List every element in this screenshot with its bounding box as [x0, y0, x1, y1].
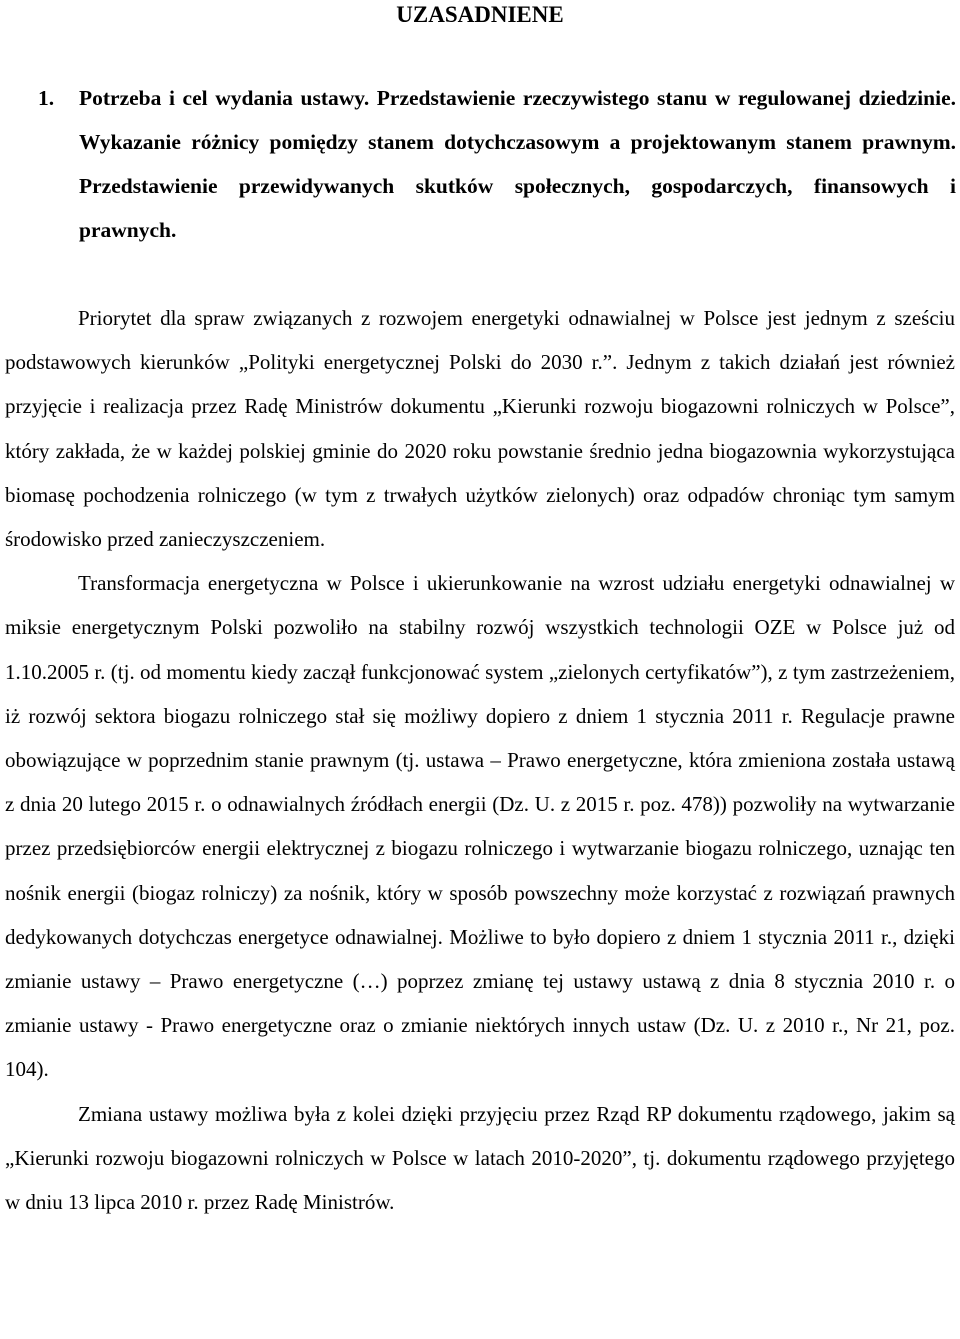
- document-body: [5, 296, 955, 1224]
- document-title: UZASADNIENE: [396, 2, 564, 27]
- paragraph-zmiana: Zmiana ustawy możliwa była z kolei dzięki przyjęciu przez Rząd RP dokumentu rządowego, jakim są „Kierunki rozwoju biogazowni rolniczych w Polsce w latach 2010-2020”, tj. dokumentu rządowego przyjętego w dniu 13 lipca 2010 r. przez Radę Ministrów.: [5, 1101, 955, 1215]
- section-number: 1.: [38, 86, 55, 110]
- section-heading-text: Potrzeba i cel wydania ustawy. Przedstawienie rzeczywistego stanu w regulowanej dziedzinie. Wykazanie różnicy pomiędzy stanem dotychczasowym a projektowanym stanem prawnym. Przedstawienie przewidywanych skutków społecznych, gospodarczych, finansowych i prawnych.: [79, 86, 956, 242]
- paragraph-transformacja: Transformacja energetyczna w Polsce i ukierunkowanie na wzrost udziału energetyki odnawialnej w miksie energetycznym Polski pozwoliło na stabilny rozwój wszystkich technologii OZE w Polsce już od 1.10.2005 r. (tj. od momentu kiedy zaczął funkcjonować system „zielonych certyfikatów”), z tym zastrzeżeniem, iż rozwój sektora biogazu rolniczego stał się możliwy dopiero z dniem 1 stycznia 2011 r. Regulacje prawne obowiązujące w poprzednim stanie prawnym (tj. ustawa – Prawo energetyczne, która zmieniona została ustawą z dnia 20 lutego 2015 r. o odnawialnych źródłach energii (Dz. U. z 2015 r. poz. 478)) pozwoliły na wytwarzanie przez przedsiębiorców energii elektrycznej z biogazu rolniczego i wytwarzanie biogazu rolniczego, uznając ten nośnik energii (biogaz rolniczy) za nośnik, który w sposób powszechny może korzystać z rozwiązań prawnych dedykowanych dotychczas energetyce odnawialnej. Możliwe to było dopiero z dniem 1 stycznia 2011 r., dzięki zmianie ustawy – Prawo energetyczne (…) poprzez zmianę tej ustawy ustawą z dnia 8 stycznia 2010 r. o zmianie ustawy - Prawo energetyczne oraz o zmianie niektórych innych ustaw (Dz. U. z 2010 r., Nr 21, poz. 104).: [5, 571, 955, 1082]
- paragraph-priorytet: Priorytet dla spraw związanych z rozwojem energetyki odnawialnej w Polsce jest jednym z sześciu podstawowych kierunków „Polityki energetycznej Polski do 2030 r.”. Jednym z takich działań jest również przyjęcie i realizacja przez Radę Ministrów dokumentu „Kierunki rozwoju biogazowni rolniczych w Polsce”, który zakłada, że w każdej polskiej gminie do 2020 roku powstanie średnio jedna biogazownia wykorzystująca biomasę pochodzenia rolniczego (w tym z trwałych użytków zielonych) oraz odpadów chroniąc tym samym środowisko przed zanieczyszczeniem.: [5, 306, 955, 552]
